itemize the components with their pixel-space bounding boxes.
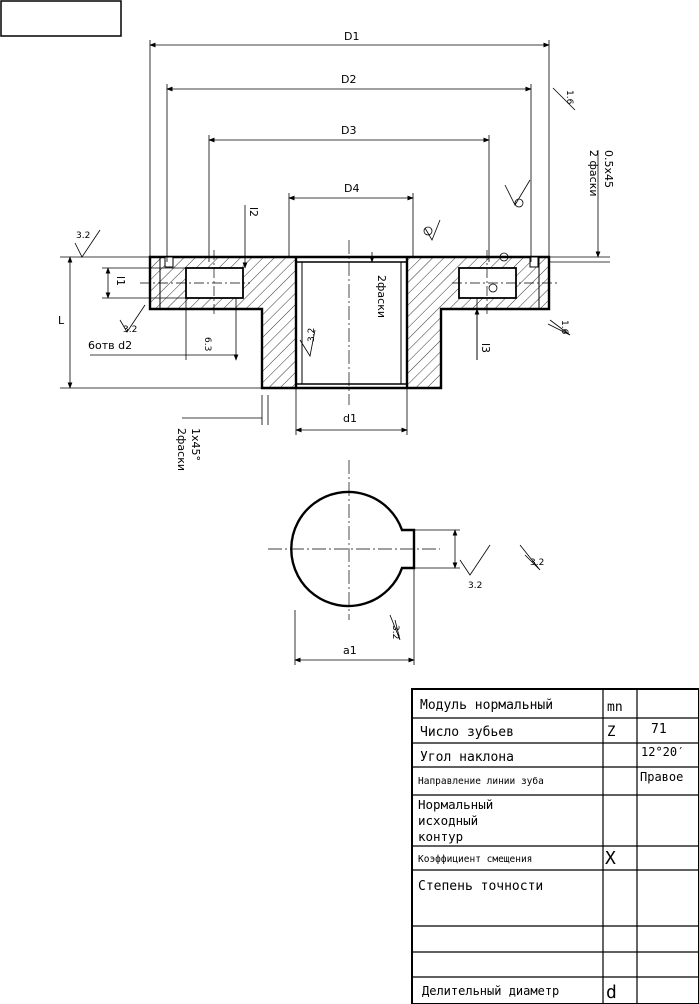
note-chamfer-top-size: 0.5x45 [602, 150, 615, 189]
table-row-label: Модуль нормальный [420, 698, 554, 713]
dim-D3: D3 [341, 124, 357, 137]
table-row-label: Угол наклона [420, 750, 514, 765]
note-chamfer-bottom-label: 2фаски [175, 428, 188, 471]
dim-d2-size: 6.3 [202, 337, 212, 352]
table-row-symbol: d [606, 982, 617, 1003]
dim-d1: d1 [343, 412, 357, 425]
note-chamfer-bore-label: 2фаски [375, 275, 388, 318]
dim-l1: l1 [114, 276, 127, 287]
note-chamfer-top-label: 2 фаски [587, 150, 600, 197]
table-row-label: Число зубьев [420, 725, 514, 740]
table-row-symbol: Z [607, 724, 616, 740]
gear-parameter-table [412, 689, 699, 1004]
table-row-value: 71 [651, 722, 667, 737]
dim-L: L [58, 314, 65, 327]
table-row-label: Делительный диаметр [422, 984, 560, 998]
table-row-label: Степень точности [418, 879, 544, 894]
table-row-symbol: mn [607, 700, 623, 715]
section-view [140, 240, 560, 405]
table-row-label-multiline: Нормальный исходный контур [418, 797, 494, 844]
note-chamfer-bottom-size: 1x45° [189, 428, 202, 462]
dim-l3: l3 [479, 343, 492, 354]
dim-a1: a1 [343, 644, 357, 657]
roughness-value: 3.2 [307, 327, 317, 342]
dim-D4: D4 [344, 182, 360, 195]
table-row-value: Правое [640, 770, 684, 784]
end-view [268, 460, 460, 665]
dim-D2: D2 [341, 73, 357, 86]
title-box [1, 1, 121, 36]
table-row-symbol: X [605, 848, 616, 869]
roughness-value: 3.2 [530, 558, 545, 568]
roughness-value: 1.6 [559, 320, 569, 335]
roughness-value: 3.2 [468, 581, 483, 591]
roughness-value: 3.2 [123, 325, 138, 335]
roughness-value: 3.2 [390, 625, 400, 640]
table-row-label: Коэффициент смещения [418, 854, 533, 865]
roughness-value: 3.2 [76, 231, 91, 241]
table-row-value: 12°20′ [641, 745, 685, 759]
dimension-lines [60, 40, 610, 435]
dim-l2: l2 [247, 207, 260, 218]
roughness-value: 1.6 [564, 90, 574, 105]
table-row-label: Направление линии зуба [418, 776, 544, 787]
dim-d2: 6отв d2 [88, 339, 133, 352]
dim-D1: D1 [344, 30, 360, 43]
